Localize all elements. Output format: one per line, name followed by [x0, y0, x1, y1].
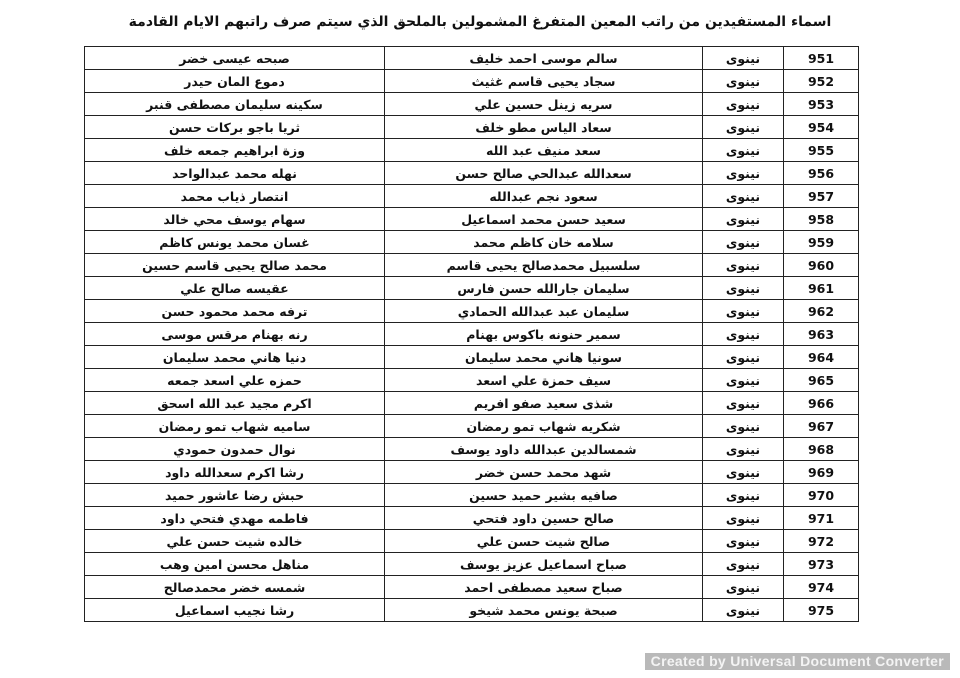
- table-row: [85, 415, 859, 438]
- row-number-cell: 964: [784, 346, 859, 369]
- caregiver-name-cell: صبحه عيسى خضر: [85, 47, 385, 70]
- row-number-cell: 968: [784, 438, 859, 461]
- beneficiary-name-cell: سعود نجم عبدالله: [385, 185, 703, 208]
- province-cell: نينوى: [703, 415, 784, 438]
- row-number-cell: 956: [784, 162, 859, 185]
- beneficiary-name-cell: صبحة يونس محمد شيخو: [385, 599, 703, 622]
- caregiver-name-cell: دنيا هاني محمد سليمان: [85, 346, 385, 369]
- province-cell: نينوى: [703, 70, 784, 93]
- caregiver-name-cell: رنه بهنام مرقس موسى: [85, 323, 385, 346]
- table-row: [85, 231, 859, 254]
- beneficiary-name-cell: سعيد حسن محمد اسماعيل: [385, 208, 703, 231]
- caregiver-name-cell: سهام يوسف محي خالد: [85, 208, 385, 231]
- beneficiary-name-cell: سليمان عبد عبدالله الحمادي: [385, 300, 703, 323]
- row-number-cell: 970: [784, 484, 859, 507]
- province-cell: نينوى: [703, 277, 784, 300]
- beneficiary-name-cell: سونيا هاني محمد سليمان: [385, 346, 703, 369]
- table-row: [85, 392, 859, 415]
- caregiver-name-cell: دموع المان حيدر: [85, 70, 385, 93]
- province-cell: نينوى: [703, 461, 784, 484]
- row-number-cell: 965: [784, 369, 859, 392]
- row-number-cell: 954: [784, 116, 859, 139]
- beneficiary-name-cell: صباح اسماعيل عزيز يوسف: [385, 553, 703, 576]
- table-row: [85, 208, 859, 231]
- province-cell: نينوى: [703, 185, 784, 208]
- table-row: [85, 346, 859, 369]
- table-row: [85, 116, 859, 139]
- province-cell: نينوى: [703, 438, 784, 461]
- beneficiary-name-cell: سيف حمزة علي اسعد: [385, 369, 703, 392]
- beneficiary-name-cell: سريه زينل حسين علي: [385, 93, 703, 116]
- caregiver-name-cell: سكينه سليمان مصطفى قنبر: [85, 93, 385, 116]
- caregiver-name-cell: ساميه شهاب تمو رمضان: [85, 415, 385, 438]
- beneficiaries-table: [84, 46, 859, 622]
- province-cell: نينوى: [703, 599, 784, 622]
- caregiver-name-cell: وزة ابراهيم جمعه خلف: [85, 139, 385, 162]
- province-cell: نينوى: [703, 530, 784, 553]
- province-cell: نينوى: [703, 576, 784, 599]
- table-row: [85, 300, 859, 323]
- table-row: [85, 369, 859, 392]
- beneficiary-name-cell: سعاد الياس مطو خلف: [385, 116, 703, 139]
- table-row: [85, 576, 859, 599]
- province-cell: نينوى: [703, 392, 784, 415]
- beneficiary-name-cell: سعد منيف عبد الله: [385, 139, 703, 162]
- caregiver-name-cell: فاطمه مهدي فتحي داود: [85, 507, 385, 530]
- province-cell: نينوى: [703, 116, 784, 139]
- table-row: [85, 507, 859, 530]
- table-row: [85, 323, 859, 346]
- row-number-cell: 961: [784, 277, 859, 300]
- province-cell: نينوى: [703, 300, 784, 323]
- beneficiary-name-cell: سعدالله عبدالحي صالح حسن: [385, 162, 703, 185]
- beneficiary-name-cell: شكريه شهاب تمو رمضان: [385, 415, 703, 438]
- row-number-cell: 967: [784, 415, 859, 438]
- caregiver-name-cell: اكرم مجيد عبد الله اسحق: [85, 392, 385, 415]
- beneficiary-name-cell: صباح سعيد مصطفى احمد: [385, 576, 703, 599]
- province-cell: نينوى: [703, 47, 784, 70]
- caregiver-name-cell: مناهل محسن امين وهب: [85, 553, 385, 576]
- caregiver-name-cell: نوال حمدون حمودي: [85, 438, 385, 461]
- table-row: [85, 553, 859, 576]
- province-cell: نينوى: [703, 162, 784, 185]
- caregiver-name-cell: نهله محمد عبدالواحد: [85, 162, 385, 185]
- beneficiary-name-cell: صالح شيت حسن علي: [385, 530, 703, 553]
- beneficiary-name-cell: صافيه بشير حميد حسين: [385, 484, 703, 507]
- table-body: [85, 47, 859, 622]
- caregiver-name-cell: عقيسه صالح علي: [85, 277, 385, 300]
- row-number-cell: 973: [784, 553, 859, 576]
- province-cell: نينوى: [703, 254, 784, 277]
- table-row: [85, 162, 859, 185]
- converter-watermark: Created by Universal Document Converter: [645, 653, 950, 670]
- caregiver-name-cell: حمزه علي اسعد جمعه: [85, 369, 385, 392]
- beneficiary-name-cell: سليمان جارالله حسن فارس: [385, 277, 703, 300]
- table-row: [85, 254, 859, 277]
- table-row: [85, 139, 859, 162]
- province-cell: نينوى: [703, 484, 784, 507]
- province-cell: نينوى: [703, 507, 784, 530]
- table-row: [85, 185, 859, 208]
- row-number-cell: 958: [784, 208, 859, 231]
- page-title: اسماء المستفيدين من راتب المعين المتفرغ المشمولين بالملحق الذي سيتم صرف راتبهم الايام القادمة: [128, 14, 832, 30]
- province-cell: نينوى: [703, 369, 784, 392]
- table-row: [85, 70, 859, 93]
- province-cell: نينوى: [703, 93, 784, 116]
- row-number-cell: 971: [784, 507, 859, 530]
- table-row: [85, 530, 859, 553]
- caregiver-name-cell: رشا اكرم سعدالله داود: [85, 461, 385, 484]
- caregiver-name-cell: خالده شيت حسن علي: [85, 530, 385, 553]
- table-row: [85, 277, 859, 300]
- beneficiary-name-cell: شذى سعيد صفو افريم: [385, 392, 703, 415]
- row-number-cell: 951: [784, 47, 859, 70]
- caregiver-name-cell: شمسه خضر محمدصالح: [85, 576, 385, 599]
- row-number-cell: 952: [784, 70, 859, 93]
- province-cell: نينوى: [703, 346, 784, 369]
- caregiver-name-cell: محمد صالح يحيى قاسم حسين: [85, 254, 385, 277]
- row-number-cell: 966: [784, 392, 859, 415]
- row-number-cell: 972: [784, 530, 859, 553]
- beneficiary-name-cell: سجاد يحيى قاسم غثيث: [385, 70, 703, 93]
- table-row: [85, 93, 859, 116]
- province-cell: نينوى: [703, 553, 784, 576]
- caregiver-name-cell: رشا نجيب اسماعيل: [85, 599, 385, 622]
- row-number-cell: 959: [784, 231, 859, 254]
- table-row: [85, 438, 859, 461]
- row-number-cell: 962: [784, 300, 859, 323]
- row-number-cell: 953: [784, 93, 859, 116]
- row-number-cell: 969: [784, 461, 859, 484]
- caregiver-name-cell: ترفه محمد محمود حسن: [85, 300, 385, 323]
- beneficiary-name-cell: شهد محمد حسن خضر: [385, 461, 703, 484]
- caregiver-name-cell: انتصار ذياب محمد: [85, 185, 385, 208]
- table-row: [85, 599, 859, 622]
- caregiver-name-cell: حبش رضا عاشور حميد: [85, 484, 385, 507]
- row-number-cell: 963: [784, 323, 859, 346]
- row-number-cell: 975: [784, 599, 859, 622]
- caregiver-name-cell: ثريا باجو بركات حسن: [85, 116, 385, 139]
- province-cell: نينوى: [703, 139, 784, 162]
- row-number-cell: 955: [784, 139, 859, 162]
- caregiver-name-cell: غسان محمد يونس كاظم: [85, 231, 385, 254]
- table-row: [85, 484, 859, 507]
- beneficiary-name-cell: سمير حنونه باكوس بهنام: [385, 323, 703, 346]
- row-number-cell: 960: [784, 254, 859, 277]
- beneficiary-name-cell: سالم موسى احمد خليف: [385, 47, 703, 70]
- beneficiary-name-cell: سلسبيل محمدصالح يحيى قاسم: [385, 254, 703, 277]
- row-number-cell: 957: [784, 185, 859, 208]
- province-cell: نينوى: [703, 208, 784, 231]
- table-row: [85, 461, 859, 484]
- beneficiary-name-cell: سلامه خان كاظم محمد: [385, 231, 703, 254]
- province-cell: نينوى: [703, 323, 784, 346]
- row-number-cell: 974: [784, 576, 859, 599]
- table-row: [85, 47, 859, 70]
- beneficiary-name-cell: شمسالدين عبدالله داود يوسف: [385, 438, 703, 461]
- province-cell: نينوى: [703, 231, 784, 254]
- beneficiary-name-cell: صالح حسين داود فتحي: [385, 507, 703, 530]
